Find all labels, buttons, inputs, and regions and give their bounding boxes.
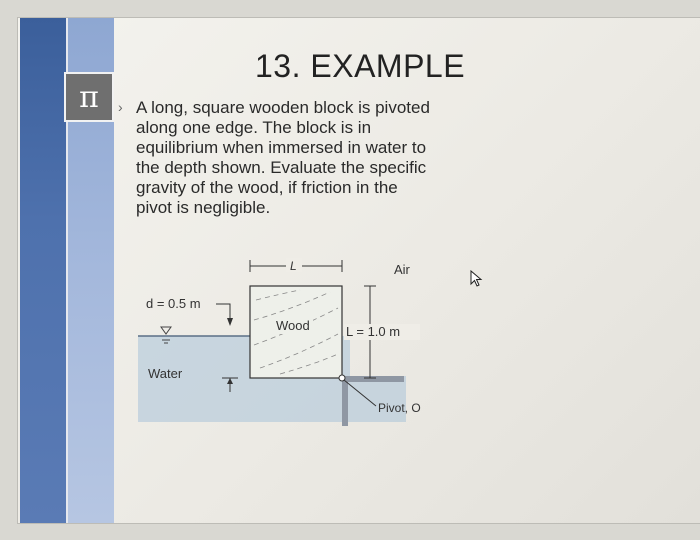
pi-icon — [64, 72, 114, 122]
slide-side-stripe-dark — [20, 18, 66, 523]
bullet-marker: › — [118, 99, 123, 115]
free-surface-symbol — [161, 327, 171, 334]
pi-symbol: π — [79, 79, 99, 115]
block-figure — [130, 250, 450, 430]
length-label: L — [290, 259, 297, 273]
water-label: Water — [148, 366, 183, 381]
depth-arrow-top — [227, 318, 233, 326]
pivot-wall — [342, 376, 348, 426]
wood-label: Wood — [276, 318, 310, 333]
pivot-support — [342, 376, 404, 382]
pivot-label: Pivot, O — [378, 401, 421, 415]
water-region-right — [350, 376, 406, 422]
air-label: Air — [394, 262, 410, 277]
depth-label: d = 0.5 m — [146, 296, 201, 311]
slide-title: 13. EXAMPLE — [255, 48, 466, 84]
mouse-cursor-icon — [470, 270, 484, 288]
problem-statement: A long, square wooden block is pivoted along one edge. The block is in equilibrium when immersed in water to the depth shown. Evaluate the specific gravity of the wood, if friction in the pivot is negligible. — [136, 98, 430, 217]
side-length-label: L = 1.0 m — [346, 324, 401, 339]
